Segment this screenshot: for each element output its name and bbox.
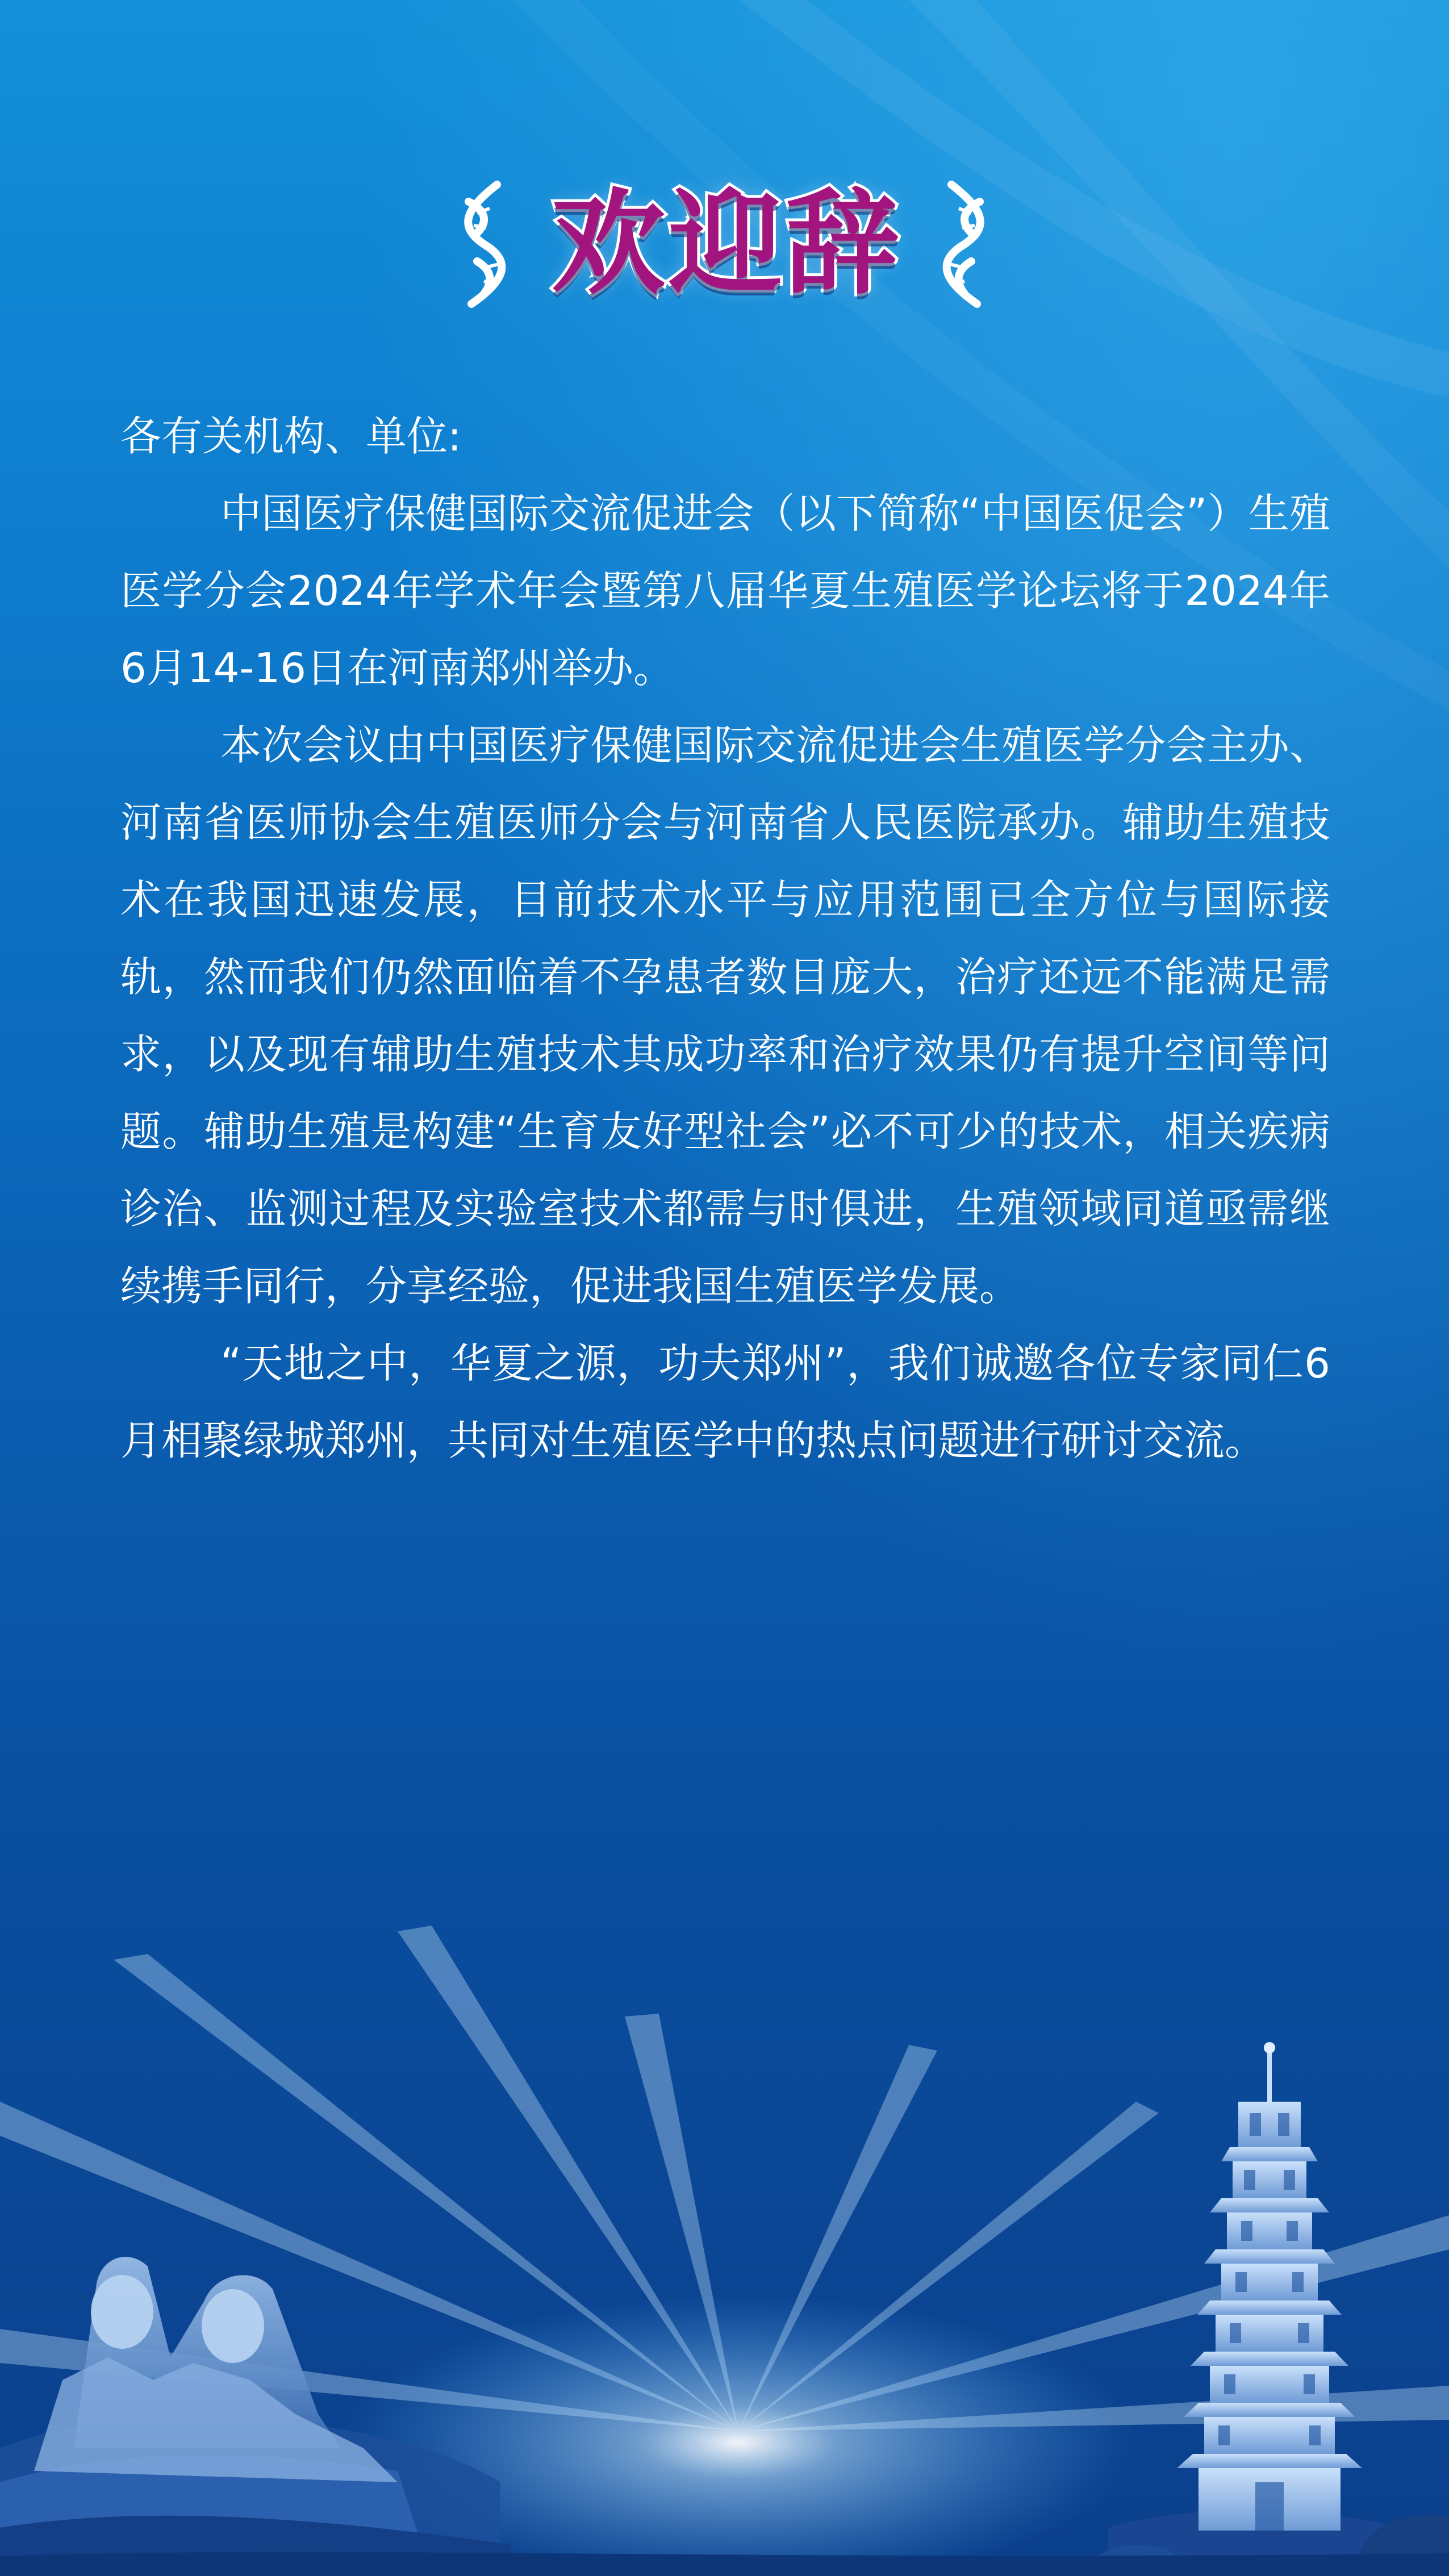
bottom-landmark-scene [0,2016,1449,2576]
letter-paragraph: 中国医疗保健国际交流促进会（以下简称“中国医促会”）生殖医学分会2024年学术年会暨第八届华夏生殖医学论坛将于2024年6月14-16日在河南郑州举办。 [120,490,1330,692]
letter-greeting: 各有关机构、单位: [120,412,462,460]
statues-landmark-icon [0,2257,511,2576]
pagoda-tower-icon [1079,2042,1449,2576]
letter-paragraph: 本次会议由中国医疗保健国际交流促进会生殖医学分会主办、河南省医师协会生殖医师分会与河南省人民医院承办。辅助生殖技术在我国迅速发展，目前技术水平与应用范围已全方位与国际接轨，然而我们仍然面临着不孕患者数目庞大，治疗还远不能满足需求，以及现有辅助生殖技术其成功率和治疗效果仍有提升空间等问题。辅助生殖是构建“生育友好型社会”必不可少的技术，相关疾病诊治、监测过程及实验室技术都需与时俱进，生殖领域同道亟需继续携手同行，分享经验，促进我国生殖医学发展。 [120,721,1330,1310]
dna-helix-icon [937,179,994,310]
dna-helix-icon [454,179,511,310]
page-title: 欢迎辞 [551,178,903,310]
title-banner [0,170,1449,318]
welcome-letter [120,398,1330,1479]
letter-paragraph: “天地之中，华夏之源，功夫郑州”，我们诚邀各位专家同仁6月相聚绿城郑州，共同对生殖医学中的热点问题进行研讨交流。 [120,1339,1330,1464]
